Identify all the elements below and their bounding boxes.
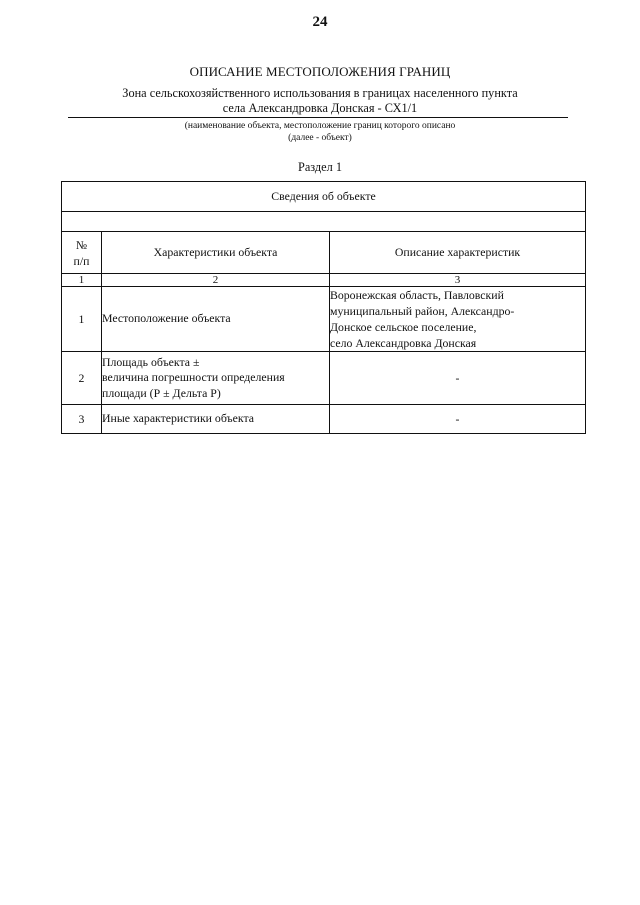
description-line-4: село Александровка Донская bbox=[330, 336, 477, 350]
header-description: Описание характеристик bbox=[330, 232, 586, 274]
table-caption: Сведения об объекте bbox=[62, 182, 586, 212]
object-info-table bbox=[61, 181, 586, 434]
index-cell-2: 2 bbox=[102, 274, 330, 287]
table-header-row bbox=[62, 232, 586, 274]
document-subtitle-line-1: Зона сельскохозяйственного использования в границах населенного пункта bbox=[122, 86, 518, 100]
table-row bbox=[62, 352, 586, 405]
row-number: 3 bbox=[62, 405, 102, 434]
table-empty-row bbox=[62, 212, 586, 232]
row-characteristic bbox=[102, 287, 330, 352]
table-row bbox=[62, 405, 586, 434]
row-description: - bbox=[330, 352, 586, 405]
document-subtitle-line-2: села Александровка Донская - СХ1/1 bbox=[222, 101, 418, 115]
caption-line-2: (далее - объект) bbox=[288, 133, 352, 143]
header-number bbox=[62, 232, 102, 274]
characteristic-line: Местоположение объекта bbox=[102, 311, 231, 326]
characteristic-line-2: величина погрешности определения bbox=[102, 370, 285, 385]
document-title: ОПИСАНИЕ МЕСТОПОЛОЖЕНИЯ ГРАНИЦ bbox=[189, 64, 451, 79]
index-cell-3: 3 bbox=[330, 274, 586, 287]
description-line-3: Донское сельское поселение, bbox=[330, 320, 477, 334]
page-number: 24 bbox=[312, 14, 328, 30]
table-row bbox=[62, 287, 586, 352]
table-index-row bbox=[62, 274, 586, 287]
row-characteristic bbox=[102, 405, 330, 434]
header-characteristics: Характеристики объекта bbox=[102, 232, 330, 274]
row-description bbox=[330, 287, 586, 352]
description-line-2: муниципальный район, Александро- bbox=[330, 304, 515, 318]
characteristic-line-3: площади (Р ± Дельта Р) bbox=[102, 385, 221, 400]
row-description: - bbox=[330, 405, 586, 434]
index-cell-1: 1 bbox=[62, 274, 102, 287]
header-number-line-1: № bbox=[75, 237, 88, 252]
header-number-line-2: п/п bbox=[73, 253, 90, 268]
subtitle-underline bbox=[68, 117, 568, 118]
caption-line-1: (наименование объекта, местоположение границ которого описано bbox=[184, 121, 456, 131]
table-caption-row bbox=[62, 182, 586, 212]
row-number: 2 bbox=[62, 352, 102, 405]
description-line-1: Воронежская область, Павловский bbox=[330, 288, 504, 302]
empty-cell bbox=[62, 212, 586, 232]
row-characteristic bbox=[102, 352, 330, 405]
row-number: 1 bbox=[62, 287, 102, 352]
characteristic-line: Иные характеристики объекта bbox=[102, 411, 254, 426]
section-label: Раздел 1 bbox=[297, 160, 342, 174]
characteristic-line-1: Площадь объекта ± bbox=[102, 354, 200, 369]
